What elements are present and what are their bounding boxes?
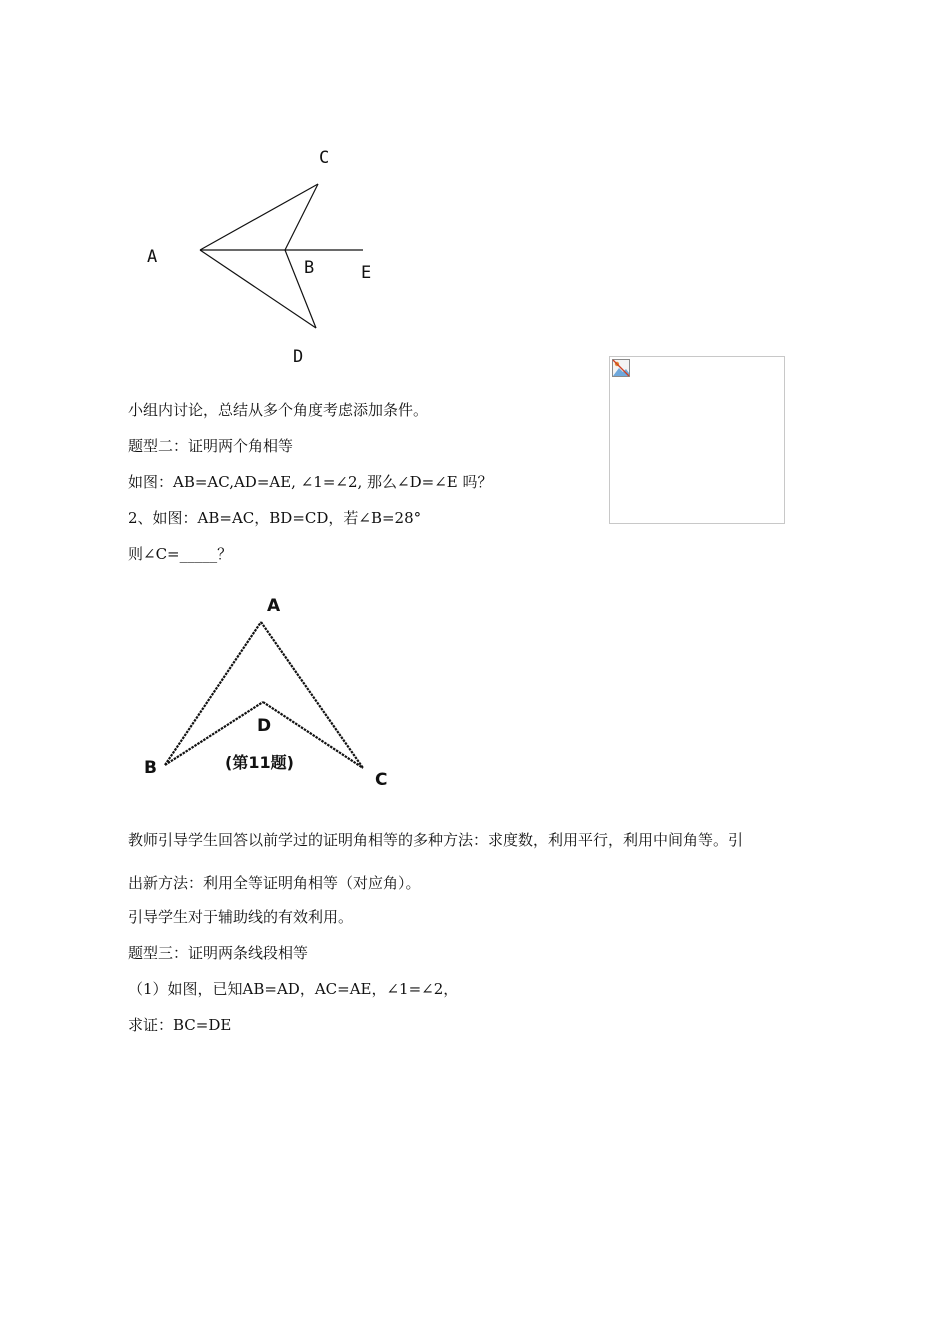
text-line-given: （1）如图，已知AB=AD，AC=AE，∠1=∠2， [128,980,459,998]
figure-2-caption: (第11题) [225,753,294,772]
figure-2-label-b: B [144,758,157,778]
figure-2-label-d: D [257,716,272,736]
text-line-discussion: 小组内讨论，总结从多个角度考虑添加条件。 [128,401,429,419]
text-line-new-method: 出新方法：利用全等证明角相等（对应角）。 [128,874,421,892]
heading-type-three: 题型三：证明两条线段相等 [128,944,309,962]
text-line-question-2-ask: 则∠C=_____？ [128,545,233,563]
text-line-teacher-guide: 教师引导学生回答以前学过的证明角相等的多种方法：求度数，利用平行，利用中间角等。引 [128,831,744,849]
figure-1-label-a: A [147,247,158,267]
text-line-question-1: 如图：AB=AC,AD=AE, ∠1=∠2, 那么∠D=∠E 吗？ [128,473,493,491]
heading-type-two: 题型二：证明两个角相等 [128,437,294,455]
figure-1-label-d: D [293,347,304,367]
text-line-auxiliary: 引导学生对于辅助线的有效利用。 [128,908,354,926]
text-line-question-2: 2、如图：AB=AC，BD=CD，若∠B=28° [128,509,422,527]
figure-2-label-c: C [375,770,388,790]
figure-1-label-c: C [319,148,330,168]
figure-2-label-a: A [267,596,281,616]
figure-1-label-b: B [304,258,315,278]
figure-1-label-e: E [361,263,372,283]
text-line-prove: 求证：BC=DE [128,1016,232,1034]
